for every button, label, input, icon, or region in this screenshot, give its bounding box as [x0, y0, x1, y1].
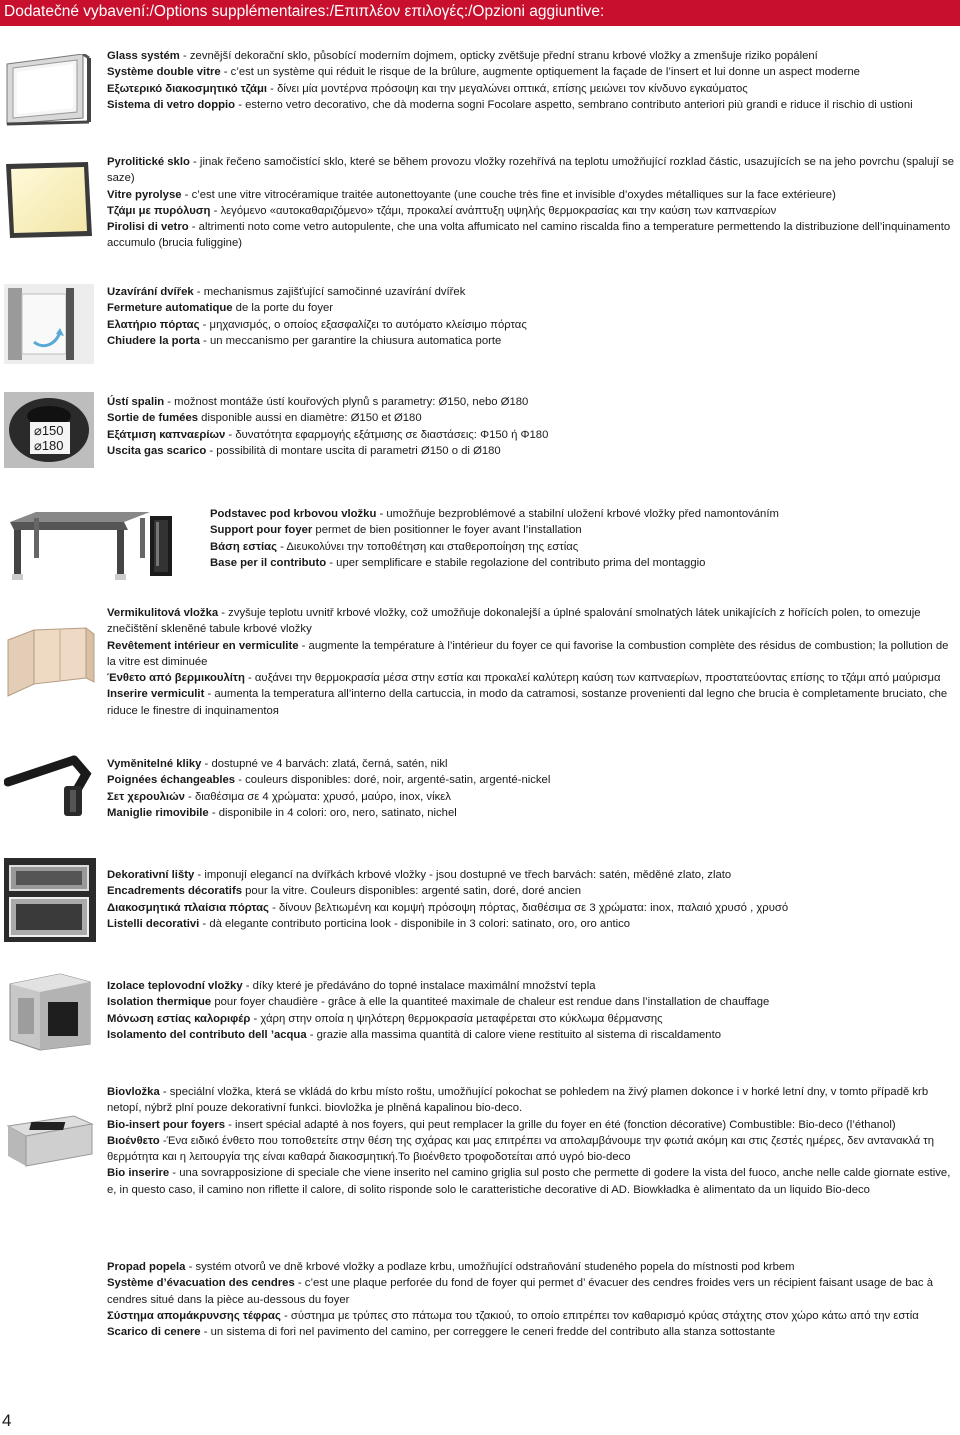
text-line: Poignées échangeables - couleurs disponibles: doré, noir, argenté-satin, argenté-nickel [107, 774, 551, 787]
flue-outlet-image [4, 392, 94, 468]
text-line: Système d’évacuation des cendres - c’est une plaque perforée du fond de foyer qui permet d’ évacuer des cendres froides vers un récipient faisant usage de bac à cendres situé dans la pièce au-dessous du foyer [107, 1277, 933, 1306]
text-line: Pyrolitické sklo - jinak řečeno samočistící sklo, které se během provozu vložky rozehřívá na teplotu umožňující rozklad částic, usazujících se na jeho povrchu (spalují se saze) [107, 156, 955, 185]
handles-image [4, 752, 100, 822]
text-line: Fermeture automatique de la porte du foyer [107, 302, 334, 315]
text-line: Bio inserire - una sovrapposizione di speciale che viene inserito nel camino griglia sul posto che permette di godere la vista del fuoco, anche nelle calde giornate estive, e, in questo caso, il camino non riflette il calore, di solito risponde solo le caratteristiche decorative di AD. Biowkładka è alimentato da un liquido Bio-deco [107, 1167, 951, 1196]
text-line: Biovložka - speciální vložka, která se vkládá do krbu místo roštu, umožňující pokochat se pohledem na živý plamen dokonce i v horké letní dny, v tomto případě krb netopí, nýbrž plní pouze dekorativní funkci. biovložka je plněná kapalinou bio-deco. [107, 1086, 929, 1115]
text-line: Σύστημα απομάκρυνσης τέφρας - σύστημα με τρύπες στο πάτωμα του τζακιού, το οποίο επιτρέπει τον καθαρισμό κρύας στάχτης στον χώρο κάτω από την εστία [107, 1309, 919, 1322]
text-line: Propad popela - systém otvorů ve dně krbové vložky a podlaze krbu, umožňující odstraňování studeného popela do místnosti pod krbem [107, 1261, 795, 1273]
text-line: Μόνωση εστίας καλοριφέρ - χάρη στην οποία η ψηλότερη θερμοκρασία μεταφέρεται στο κύκλωμα θέρμανσης [107, 1012, 663, 1025]
text-line: Podstavec pod krbovou vložku - umožňuje bezproblémové a stabilní uložení krbové vložky před namontováním [210, 508, 779, 520]
page-number: 4 [2, 1411, 12, 1430]
decorative-trims-text [107, 867, 959, 932]
text-line: Σετ χερουλιών - διαθέσιμα σε 4 χρώματα: χρυσό, μαύρο, inox, νίκελ [107, 790, 451, 803]
decorative-trims-image [4, 858, 96, 942]
text-line: Dekorativní lišty - imponují elegancí na dvířkách krbové vložky - jsou dostupné ve třech barvách: satén, měděné zlato, zlato [107, 869, 732, 881]
text-line: Isolation thermique pour foyer chaudière - grâce à elle la quantiteé maximale de chaleur est rendue dans l’installation de chauffage [107, 996, 770, 1009]
text-line: Βιοένθετο -Ένα ειδικό ένθετο που τοποθετείτε στην θέση της σχάρας και μας επιτρέπει να απολαμβάνουμε την φωτιά ακόμη και στις ζεστές ημέρες, δεν αντανακλά τη θερμότητα και η λειτουργία της είναι καθαρά διακοσμητική.Το βιοένθετο τροφοδοτείται από υγρό bio-deco [107, 1134, 935, 1164]
vermiculite-insert-image [4, 622, 98, 702]
text-line: Εξωτερικό διακοσμητικό τζάμι - δίνει μία μοντέρνα πρόσοψη και την μεγαλώνει οπτικά, επίσης μειώνει τον κίνδυνο εγκαύματος [107, 82, 748, 95]
text-line: Βάση εστίας - Διευκολύνει την τοποθέτηση και σταθεροποίηση της εστίας [210, 540, 579, 553]
text-line: Système double vitre - c’est un système qui réduit le risque de la brûlure, augmente optiquement la façade de l’insert et lui donne un aspect moderne [107, 66, 860, 79]
text-line: Glass systém - zevnější dekorační sklo, působící moderním dojmem, opticky zvětšuje přední stranu krbové vložky a zmenšuje riziko popálení [107, 50, 818, 62]
support-stand-text [210, 506, 959, 571]
ash-removal-text [107, 1259, 959, 1340]
page-header [0, 0, 960, 26]
door-close-image [4, 284, 94, 364]
text-line: Support pour foyer permet de bien positionner le foyer avant l’installation [210, 524, 582, 537]
text-line: Ústí spalin - možnost montáže ústí kouřových plynů s parametry: Ø150, nebo Ø180 [107, 396, 529, 408]
vermiculite-insert-text [107, 605, 959, 719]
text-line: Listelli decorativi - dà elegante contributo porticina look - disponibile in 3 colori: satinato, oro, oro antico [107, 917, 631, 930]
text-line: Encadrements décoratifs pour la vitre. Couleurs disponibles: argenté satin, doré, doré ancien [107, 885, 582, 898]
text-line: Uscita gas scarico - possibilità di montare uscita di parametri Ø150 o di Ø180 [107, 444, 501, 457]
text-line: Διακοσμητικά πλαίσια πόρτας - δίνουν βελτιωμένη και κομψή πρόσοψη πόρτας, διαθέσιμα σε 3 χρώματα: inox, παλαιό χρυσό , χρυσό [107, 901, 789, 914]
glass-system-image [3, 54, 93, 126]
text-line: Vitre pyrolyse - c’est une vitre vitrocéramique traitée autonettoyante (une couche très fine et invisible d’oxydes métalliques sur la face extérieure) [107, 188, 836, 201]
support-stand-image [4, 508, 194, 582]
text-line: Revêtement intérieur en vermiculite - augmente la température à l’intérieur du foyer ce qui favorise la combustion complète des résidus de combustion; la pollution de la vitre est diminuée [107, 639, 949, 668]
flue-outlet-text [107, 394, 959, 459]
diameter-150-label: ⌀150 [34, 423, 64, 438]
text-line: Ένθετο από βερμικουλίτη - αυξάνει την θερμοκρασία μέσα στην εστία και προκαλεί καλύτερη καύση των καπναερίων, προστατεύοντας επίσης το τζάμι από μαύρισμα [107, 672, 941, 685]
text-line: Chiudere la porta - un meccanismo per garantire la chiusura automatica porte [107, 334, 502, 347]
text-line: Inserire vermiculit - aumenta la temperatura all’interno della cartuccia, in modo da catramosi, sostanze provenienti dal legno che brucia è completamente bruciato, che riduce le finestre di inquinamentoя [107, 688, 948, 717]
bio-insert-image [4, 1112, 96, 1172]
glass-system-text [107, 48, 959, 113]
pyrolytic-glass-image [4, 160, 94, 240]
text-line: Sortie de fumées disponible aussi en diamètre: Ø150 et Ø180 [107, 412, 422, 425]
text-line: Pirolisi di vetro - altrimenti noto come vetro autopulente, che una volta affumicato nel camino riscalda fino a temperature permettendo la distribuzione dell’inquinamento accumulo (brucia fuliggine) [107, 221, 951, 250]
pyrolytic-glass-text [107, 154, 959, 252]
text-line: Vyměnitelné kliky - dostupné ve 4 barvách: zlatá, černá, satén, nikl [107, 758, 448, 770]
text-line: Maniglie rimovibile - disponibile in 4 colori: oro, nero, satinato, nichel [107, 806, 457, 819]
page-header-title: Dodatečné vybavení:/Options supplémentaires:/Επιπλέον επιλογές:/Opzioni aggiuntive: [4, 3, 605, 20]
text-line: Izolace teplovodní vložky - díky které je předáváno do topné instalace maximální množství tepla [107, 980, 596, 992]
bio-insert-text [107, 1084, 959, 1198]
diameter-180-label: ⌀180 [34, 438, 64, 453]
text-line: Base per il contributo - uper semplificare e stabile regolazione del contributo prima del montaggio [210, 556, 706, 569]
text-line: Isolamento del contributo dell ’acqua - grazie alla massima quantità di calore viene restituito al sistema di riscaldamento [107, 1028, 722, 1041]
insulation-image [4, 968, 96, 1052]
text-line: Ελατήριο πόρτας - μηχανισμός, ο οποίος εξασφαλίζει το αυτόματο κλείσιμο πόρτας [107, 318, 527, 331]
text-line: Sistema di vetro doppio - esterno vetro decorativo, che dà moderna sogni Focolare aspetto, sembrano contributo anteriori più grandi e riduce il rischio di ustioni [107, 98, 913, 111]
text-line: Uzavírání dvířek - mechanismus zajišťující samočinné uzavírání dvířek [107, 286, 466, 298]
door-close-text [107, 284, 959, 349]
text-line: Bio-insert pour foyers - insert spécial adapté à nos foyers, qui peut remplacer la grille du foyer en été (fonction décorative) Combustible: Bio-deco (l’éthanol) [107, 1118, 896, 1131]
text-line: Scarico di cenere - un sistema di fori nel pavimento del camino, per correggere le ceneri fredde del contributo alla stanza sottostante [107, 1326, 776, 1339]
insulation-text [107, 978, 959, 1043]
handles-text [107, 756, 959, 821]
text-line: Εξάτμιση καπναερίων - δυνατότητα εφαρμογής εξάτμισης σε διαστάσεις: Φ150 ή Φ180 [107, 428, 549, 441]
text-line: Vermikulitová vložka - zvyšuje teplotu uvnitř krbové vložky, což umožňuje dokonalejší a úplné spalování smolnatých látek unikajících z hořících polen, to omezuje znečištění skleněné tabule krbové vložky [107, 607, 921, 636]
text-line: Τζάμι με πυρόλυση - λεγόμενο «αυτοκαθαριζόμενο» τζάμι, προκαλεί ανάπτυξη υψηλής θερμοκρασίας και την καύση των καπναερίων [107, 204, 777, 217]
